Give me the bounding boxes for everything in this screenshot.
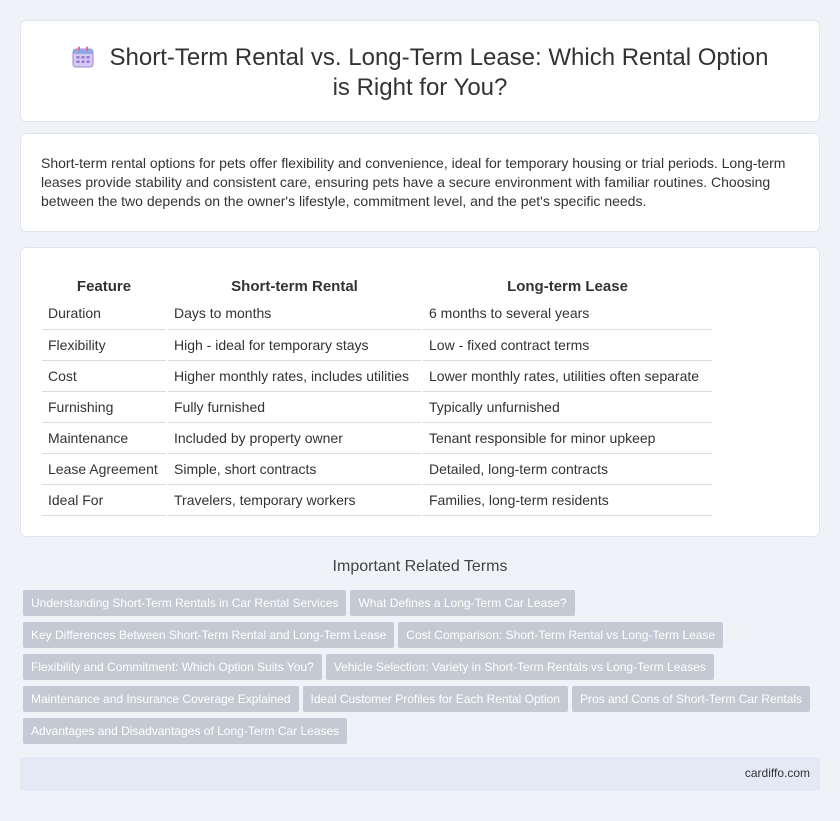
- tag-row: [23, 590, 823, 622]
- related-term-link[interactable]: Vehicle Selection: Variety in Short-Term Rentals vs Long-Term Leases: [326, 654, 714, 680]
- footer: [20, 757, 820, 791]
- related-term-link[interactable]: What Defines a Long-Term Car Lease?: [350, 590, 574, 616]
- table-cell: Low - fixed contract terms: [422, 329, 712, 360]
- table-header-feature: Feature: [76, 277, 132, 295]
- table-cell: Cost: [42, 360, 167, 391]
- table-header-long-term: Long-term Lease: [422, 274, 712, 298]
- table-cell: Fully furnished: [167, 391, 422, 422]
- table-cell: High - ideal for temporary stays: [167, 329, 422, 360]
- table-cell: Days to months: [167, 298, 422, 329]
- related-term-link[interactable]: Flexibility and Commitment: Which Option Suits You?: [23, 654, 322, 680]
- tag-row: [23, 654, 823, 686]
- table-cell: Flexibility: [42, 329, 167, 360]
- related-term-link[interactable]: Maintenance and Insurance Coverage Explained: [23, 686, 299, 712]
- table-cell: Duration: [42, 298, 167, 329]
- table-row: [42, 484, 712, 515]
- related-term-link[interactable]: Ideal Customer Profiles for Each Rental Option: [303, 686, 568, 712]
- intro-text: Short-term rental options for pets offer flexibility and convenience, ideal for temporary housing or trial periods. Long-term leases provide stability and consistent care, ensuring pets have a secure environment with familiar routines. Choosing between the two depends on the owner's lifestyle, commitment level, and the pet's specific needs.: [41, 155, 786, 209]
- table-cell: Furnishing: [42, 391, 167, 422]
- table-cell: Lower monthly rates, utilities often separate: [422, 360, 712, 391]
- related-term-link[interactable]: Key Differences Between Short-Term Rental and Long-Term Lease: [23, 622, 394, 648]
- intro-card: [20, 133, 820, 232]
- related-term-link[interactable]: Advantages and Disadvantages of Long-Term Car Leases: [23, 718, 347, 744]
- table-cell: 6 months to several years: [422, 298, 712, 329]
- table-cell: Detailed, long-term contracts: [422, 453, 712, 484]
- page-title-wrap: [21, 43, 819, 103]
- related-term-link[interactable]: Understanding Short-Term Rentals in Car Rental Services: [23, 590, 346, 616]
- table-cell: Typically unfurnished: [422, 391, 712, 422]
- table-cell: Higher monthly rates, includes utilities: [167, 360, 422, 391]
- table-header-short-term: Short-term Rental: [167, 274, 422, 298]
- table-cell: Ideal For: [42, 484, 167, 515]
- table-cell: Maintenance: [42, 422, 167, 453]
- tag-row: [23, 622, 823, 654]
- tag-row: [23, 686, 823, 718]
- table-row: [42, 298, 712, 329]
- comparison-table: [42, 274, 712, 516]
- table-cell: Tenant responsible for minor upkeep: [422, 422, 712, 453]
- related-terms-tags: [23, 590, 823, 750]
- table-row: [42, 422, 712, 453]
- page-title: Short-Term Rental vs. Long-Term Lease: Which Rental Option is Right for You?: [109, 44, 769, 101]
- table-row: [42, 453, 712, 484]
- header-card: [20, 20, 820, 122]
- related-term-link[interactable]: Cost Comparison: Short-Term Rental vs Long-Term Lease: [398, 622, 723, 648]
- table-row: [42, 360, 712, 391]
- comparison-table-card: [20, 247, 820, 537]
- table-row: [42, 329, 712, 360]
- calendar-icon: [72, 46, 94, 68]
- table-cell: Travelers, temporary workers: [167, 484, 422, 515]
- table-cell: Families, long-term residents: [422, 484, 712, 515]
- table-cell: Included by property owner: [167, 422, 422, 453]
- footer-site-link[interactable]: cardiffo.com: [744, 766, 810, 780]
- table-header-row: [42, 274, 712, 298]
- table-row: [42, 391, 712, 422]
- table-cell: Simple, short contracts: [167, 453, 422, 484]
- related-terms-heading: Important Related Terms: [332, 558, 508, 575]
- related-term-link[interactable]: Pros and Cons of Short-Term Car Rentals: [572, 686, 810, 712]
- tag-row: [23, 718, 823, 750]
- table-cell: Lease Agreement: [42, 453, 167, 484]
